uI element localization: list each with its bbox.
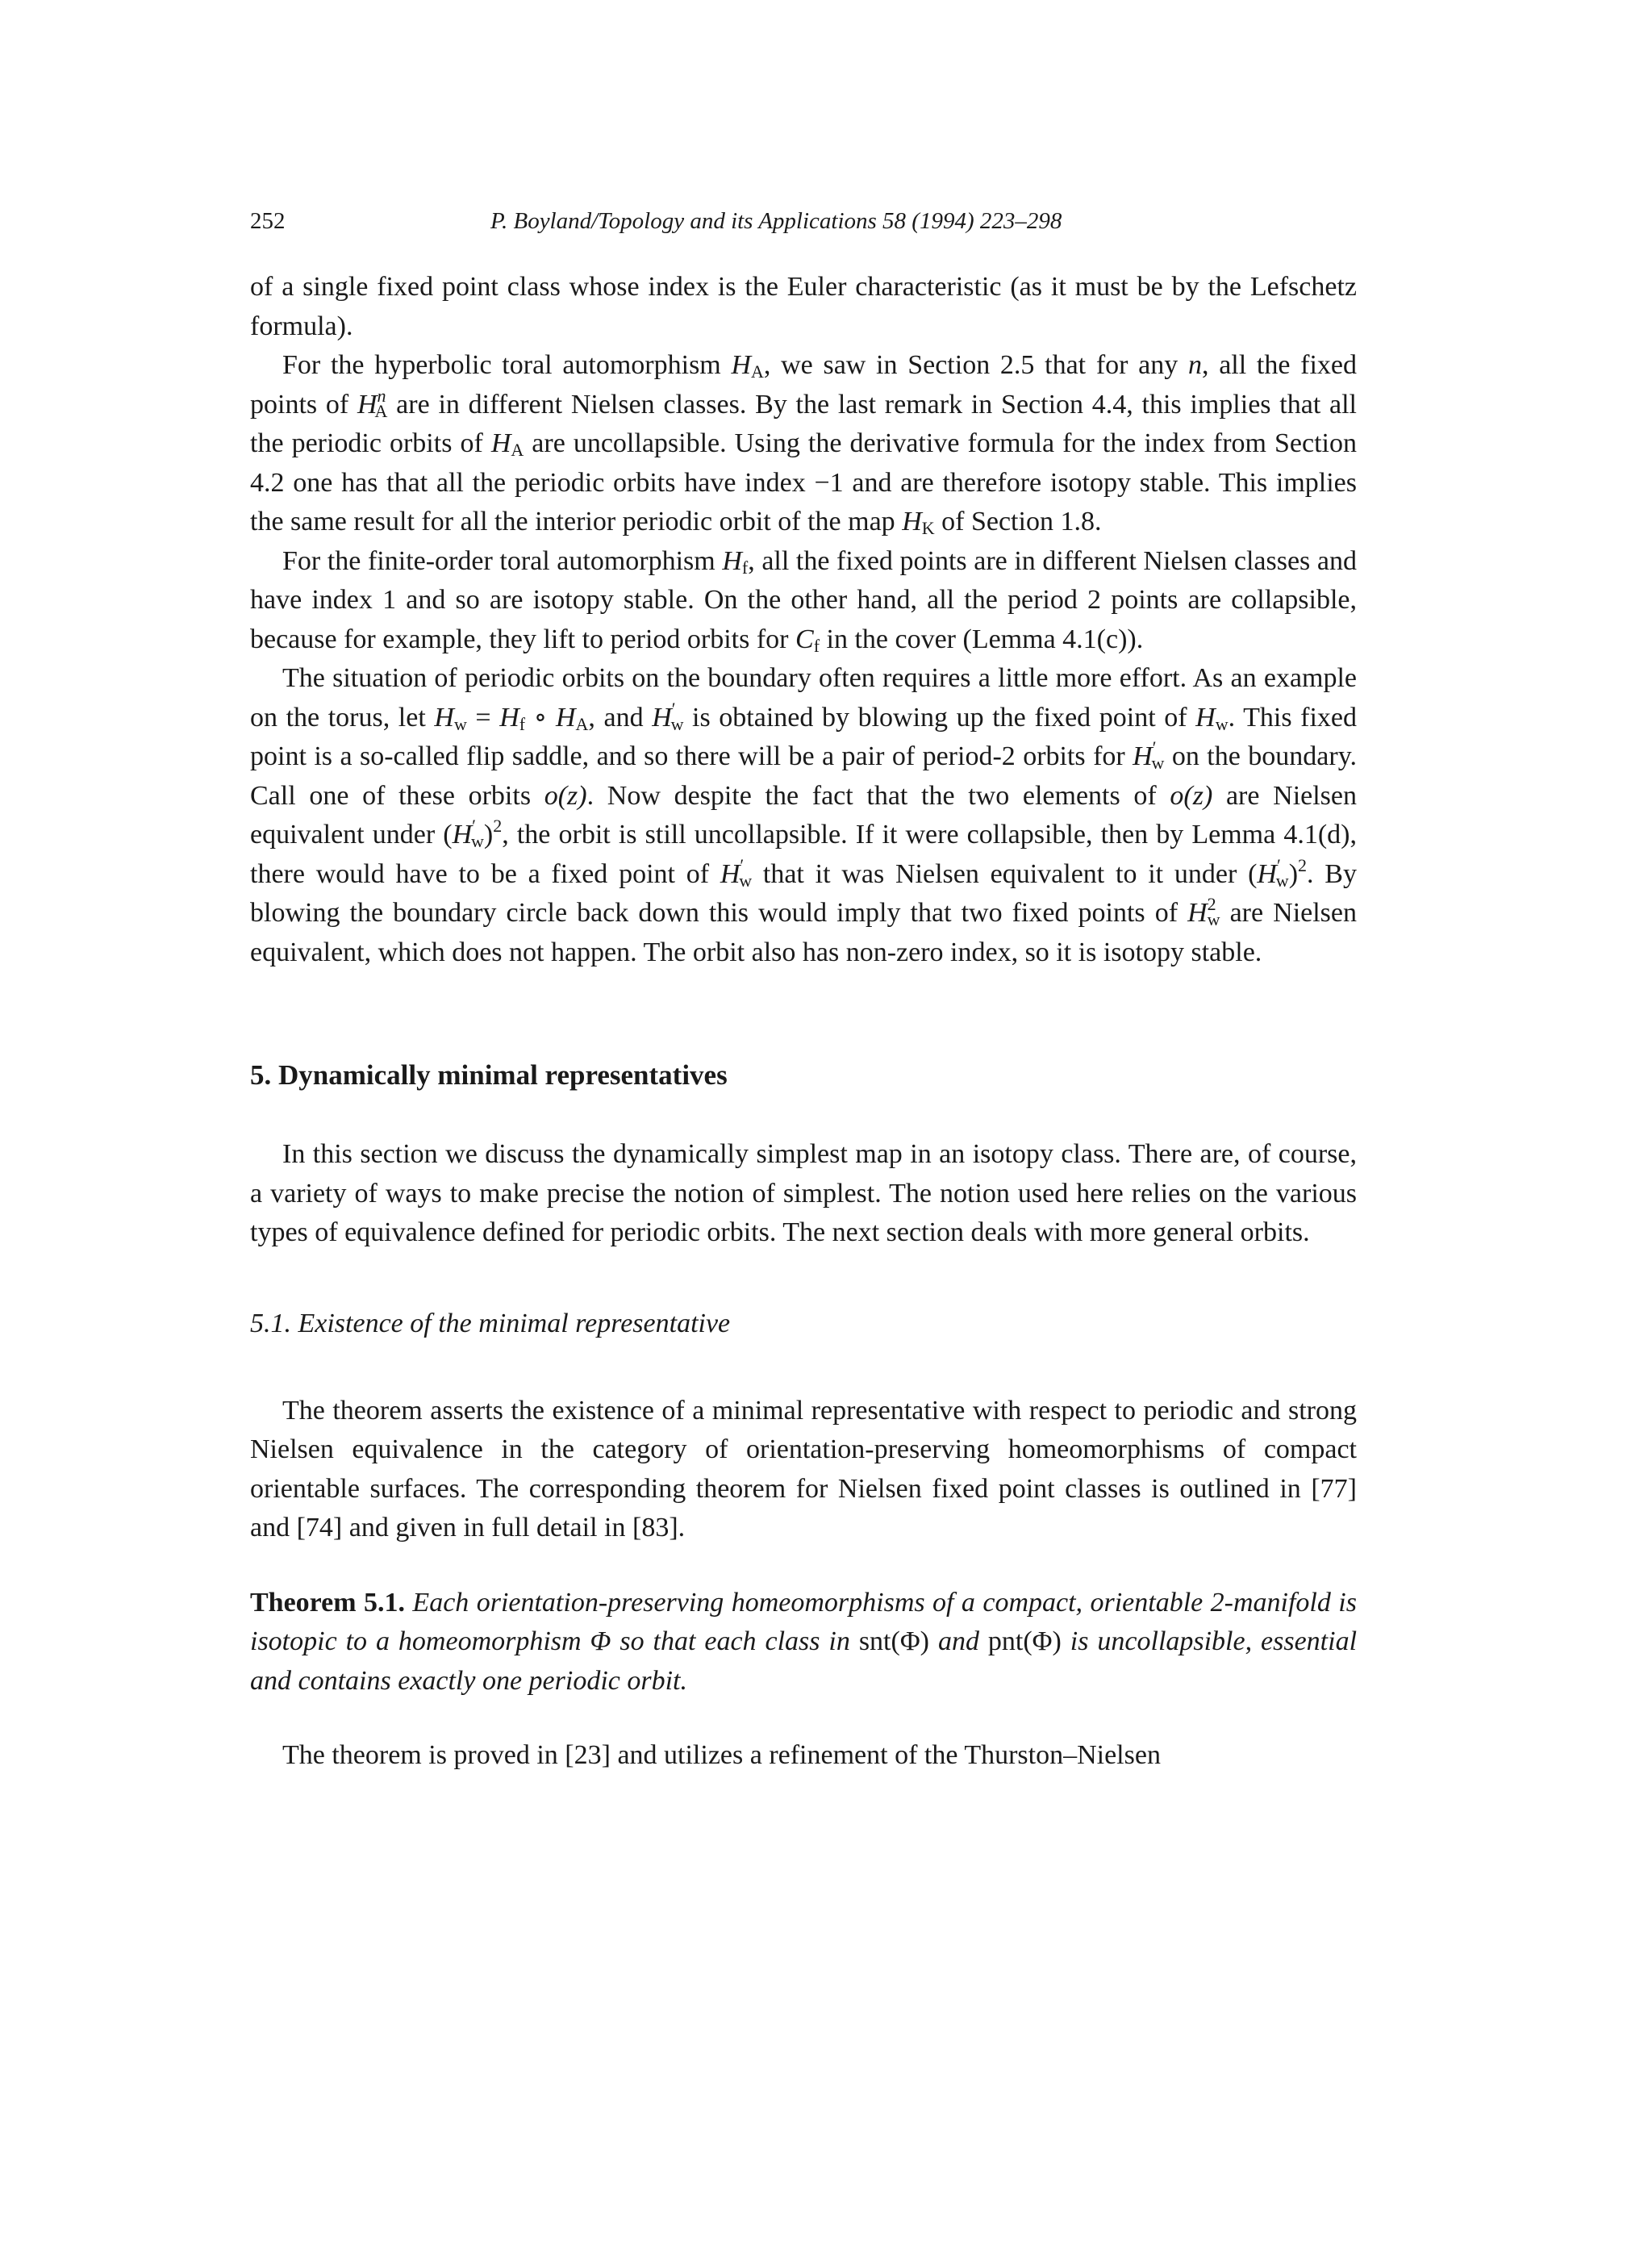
page-number: 252 (250, 208, 286, 234)
body-text (250, 268, 1357, 1776)
section-5-intro: In this section we discuss the dynamically simplest map in an isotopy class. There are, of course, a variety of ways to make precise the notion of simplest. The notion used here relies on the various types of equivalence defined for periodic orbits. The next section deals with more general orbits. (250, 1139, 1357, 1247)
theorem-label: Theorem 5.1. (250, 1587, 405, 1618)
subsection-5-1-heading: 5.1. Existence of the minimal representative (250, 1308, 731, 1338)
paper-page (250, 208, 1357, 1776)
journal-reference: P. Boyland/Topology and its Applications 58 (1994) 223–298 (490, 208, 1062, 234)
paragraph-theorem-proof: The theorem is proved in [23] and utilizes a refinement of the Thurston–Nielsen (282, 1740, 1161, 1770)
paragraph-finite-order-automorphism: For the finite-order toral automorphism $H_f$, all the fixed points are in different Nielsen classes and have index 1 and so are isotopy stable. On the other hand, all the period 2 points are collapsible, because for example, they lift to period orbits for $C_f$ in the cover (Lemma 4.1(c)). (250, 545, 1357, 656)
running-head (250, 208, 1357, 244)
theorem-5-1: Theorem 5.1. Each orientation-preserving homeomorphisms of a compact, orientable 2-manifold is isotopic to a homeomorphism Φ so that each class in snt(Φ) and pnt(Φ) is uncollapsible, essential and contains exactly one periodic orbit. (250, 1587, 1358, 1696)
paragraph-boundary-orbits: The situation of periodic orbits on the boundary often requires a little more effort. As an example on the torus, let $H_w = H_f$ ∘ $H_A$, and $H'_w$ is obtained by blowing up the fixed point of $H_w$. This fixed point is a so-called flip saddle, and so there will be a pair of period-2 orbits for $H'_w$ on the boundary. Call one of these orbits o(z). Now despite the fact that the two elements of o(z) are Nielsen equivalent under $(H'_w)^2$, the orbit is still uncollapsible. If it were collapsible, then by Lemma 4.1(d), there would have to be a fixed point of $H'_w$ that it was Nielsen equivalent to it under $(H'_w)^2$. By blowing the boundary circle back down this would imply that two fixed points of $H^2_w$ are Nielsen equivalent, which does not happen. The orbit also has non-zero index, so it is isotopy stable. (250, 663, 1357, 967)
paragraph-hyperbolic-automorphism: For the hyperbolic toral automorphism $H_A$, we saw in Section 2.5 that for any n, all the fixed points of $H^n_A$ are in different Nielsen classes. By the last remark in Section 4.4, this implies that all the periodic orbits of $H_A$ are uncollapsible. Using the derivative formula for the index from Section 4.2 one has that all the periodic orbits have index −1 and are therefore isotopy stable. This implies the same result for all the interior periodic orbit of the map $H_K$ of Section 1.8. (250, 350, 1358, 538)
subsection-5-1-body: The theorem asserts the existence of a minimal representative with respect to periodic and strong Nielsen equivalence in the category of orientation-preserving homeomorphisms of compact orientable surfaces. The corresponding theorem for Nielsen fixed point classes is outlined in [77] and [74] and given in full detail in [83]. (250, 1395, 1357, 1543)
section-5-heading: 5. Dynamically minimal representatives (250, 1059, 728, 1091)
paragraph-euler-characteristic: of a single fixed point class whose index is the Euler characteristic (as it must be by the Lefschetz formula). (250, 272, 1357, 341)
